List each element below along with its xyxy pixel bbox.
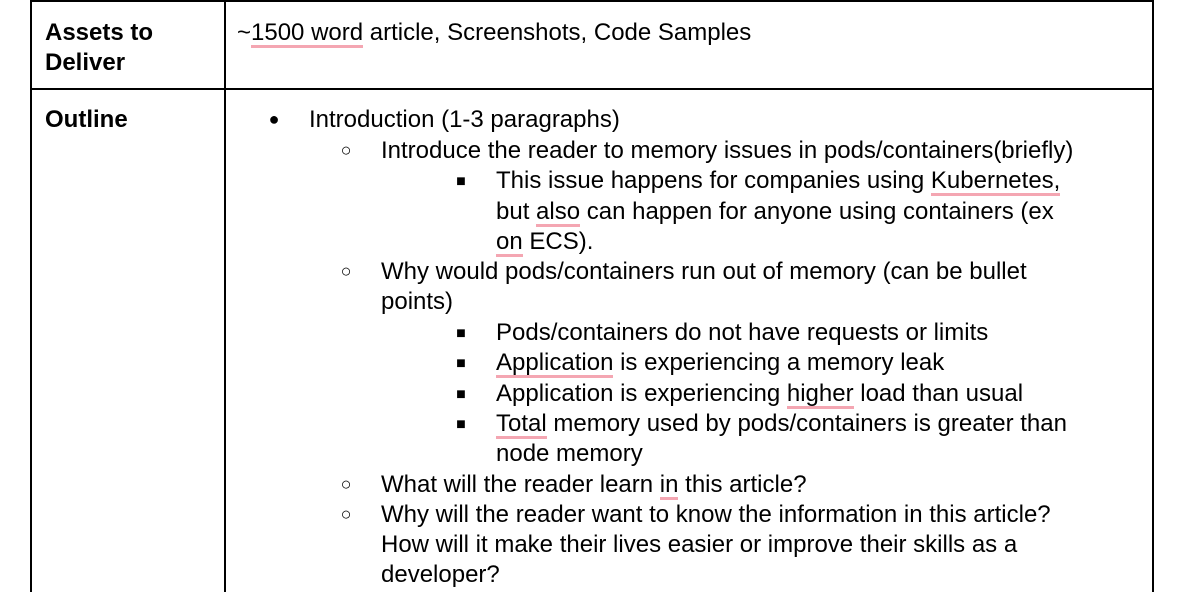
list-item-continuation: developer? [381, 561, 500, 588]
circle-bullet-icon [336, 257, 356, 288]
list-item-text: load than usual [853, 380, 1024, 407]
spellcheck-word[interactable]: also [536, 198, 581, 225]
list-item: Introduce the reader to memory issues in pods/containers(briefly) [381, 137, 1074, 164]
spellcheck-word[interactable]: Application [496, 349, 614, 376]
list-item-text: memory used by pods/containers is greater than [546, 410, 1067, 437]
list-item-text: this article? [678, 471, 807, 498]
list-item-text: is experiencing a memory leak [613, 349, 945, 376]
list-item-text: This issue happens for companies using [496, 167, 931, 194]
square-bullet-icon [451, 348, 471, 381]
table-top-border [32, 0, 1152, 2]
square-bullet-icon [451, 318, 471, 351]
circle-bullet-icon [336, 470, 356, 501]
list-item: Introduction (1-3 paragraphs) [309, 106, 620, 133]
spellcheck-word[interactable]: Kubernetes, [930, 167, 1061, 194]
assets-label-line2: Deliver [45, 49, 126, 76]
list-item-continuation [496, 227, 593, 257]
list-item: Pods/containers do not have requests or limits [496, 319, 989, 346]
list-item-text: ECS). [522, 228, 594, 255]
list-item-text: but [496, 198, 537, 225]
spellcheck-word[interactable]: Total [496, 410, 547, 437]
column-divider [224, 0, 226, 592]
list-item: Why will the reader want to know the information in this article? [381, 501, 1051, 528]
circle-bullet-icon [336, 500, 356, 531]
spellcheck-word[interactable]: higher [786, 380, 854, 407]
list-item: Why would pods/containers run out of memory (can be bullet [381, 258, 1027, 285]
assets-label [45, 18, 153, 78]
assets-label-line1: Assets to [45, 19, 154, 46]
square-bullet-icon [451, 409, 471, 442]
list-item-continuation: node memory [496, 440, 643, 467]
row-divider [32, 88, 1152, 90]
outline-table [30, 0, 1154, 592]
list-item-text: can happen for anyone using containers (ex [580, 198, 1054, 225]
square-bullet-icon [451, 379, 471, 412]
list-item [496, 348, 944, 378]
spellcheck-word[interactable]: in [659, 471, 679, 498]
square-bullet-icon [451, 166, 471, 199]
assets-prefix: ~ [237, 19, 252, 46]
list-item [496, 379, 1023, 409]
list-item-continuation: How will it make their lives easier or improve their skills as a [381, 531, 1018, 558]
assets-text: article, Screenshots, Code Samples [363, 19, 752, 46]
disc-bullet-icon [264, 105, 284, 136]
list-item [496, 409, 1067, 439]
list-item-text: Application is experiencing [496, 380, 787, 407]
assets-content[interactable] [237, 18, 751, 48]
circle-bullet-icon [336, 136, 356, 167]
outline-label: Outline [45, 106, 128, 133]
spellcheck-word[interactable]: on [496, 228, 523, 255]
spellcheck-word[interactable]: 1500 word [251, 19, 364, 46]
list-item [496, 166, 1060, 196]
list-item-continuation [496, 197, 1054, 227]
list-item-continuation: points) [381, 288, 454, 315]
list-item [381, 470, 807, 500]
list-item-text: What will the reader learn [381, 471, 660, 498]
